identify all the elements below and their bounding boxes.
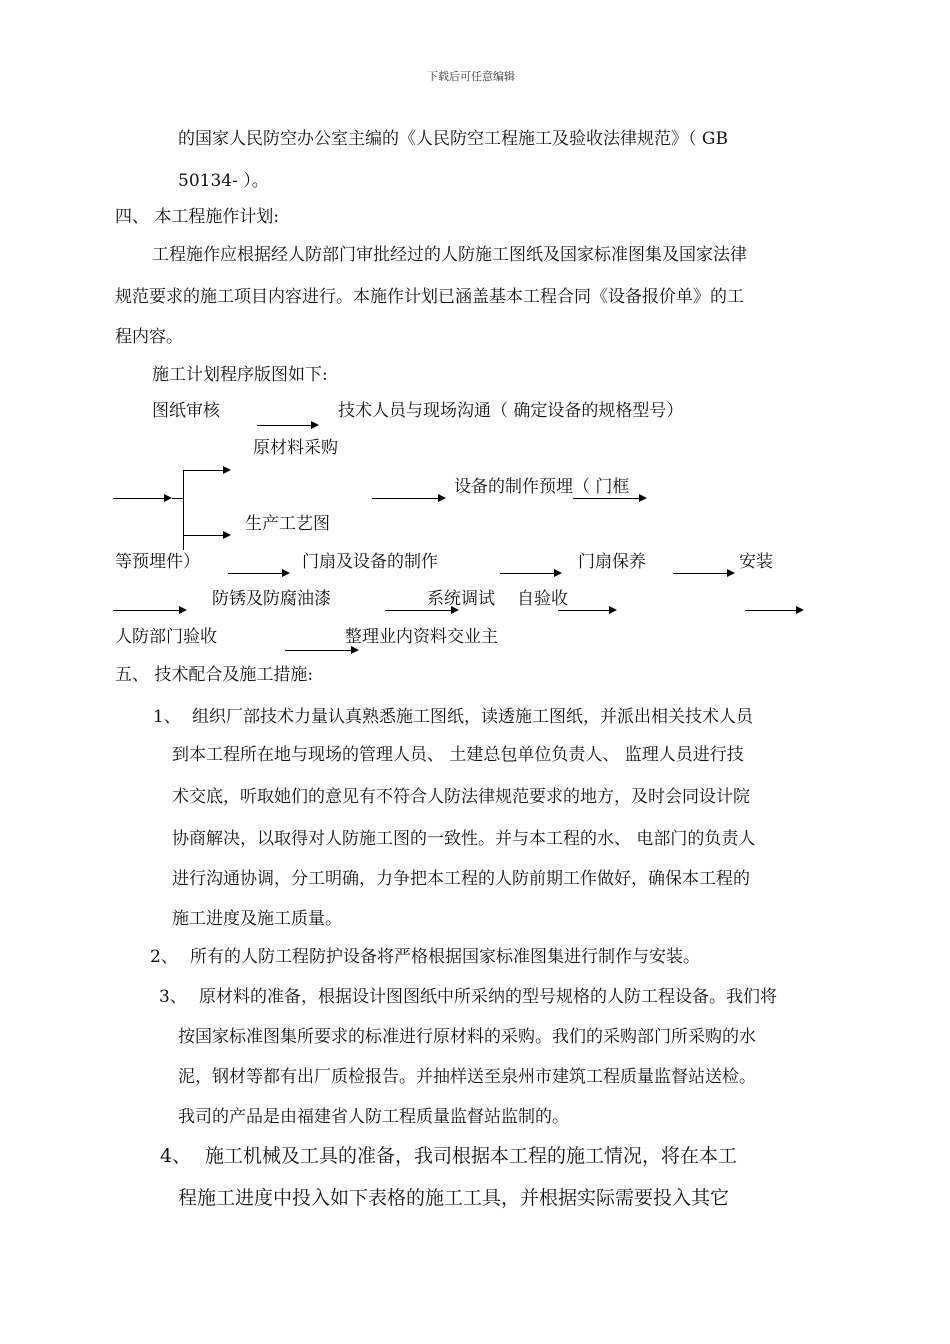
item-1-line-6: 施工进度及施工质量。 xyxy=(172,909,342,929)
flow-arrow xyxy=(184,535,229,536)
flow-node-civil-defense-acceptance: 人防部门验收 xyxy=(115,627,217,647)
flow-arrow xyxy=(500,573,560,574)
item-3-line-3: 泥，钢材等都有出厂质检报告。并抽样送至泉州市建筑工程质量监督站送检。 xyxy=(178,1067,756,1087)
item-4-line-1: 施工机械及工具的准备，我司根据本工程的施工情况，将在本工 xyxy=(205,1145,738,1167)
flow-node-door-fabrication: 门扇及设备的制作 xyxy=(302,552,438,572)
item-1-line-1: 组织厂部技术力量认真熟悉施工图纸，读透施工图纸，并派出相关技术人员 xyxy=(192,707,753,727)
item-1-line-4: 协商解决，以取得对人防施工图的一致性。并与本工程的水、 电部门的负责人 xyxy=(172,829,756,849)
item-4-number: 4、 xyxy=(160,1145,192,1167)
flow-branch-vertical xyxy=(183,470,184,550)
flow-arrow xyxy=(745,610,802,611)
item-3-line-1: 原材料的准备，根据设计图图纸中所采纳的型号规格的人防工程设备。我们将 xyxy=(199,987,777,1007)
flow-node-documentation: 整理业内资料交业主 xyxy=(345,627,498,647)
flow-arrow xyxy=(372,498,444,499)
item-1-line-5: 进行沟通协调，分工明确，力争把本工程的人防前期工作做好，确保本工程的 xyxy=(172,869,750,889)
item-2-number: 2、 xyxy=(150,947,178,967)
flow-node-production-drawing: 生产工艺图 xyxy=(245,514,330,534)
flow-arrow xyxy=(257,425,317,426)
item-3-number: 3、 xyxy=(159,987,187,1007)
flow-node-self-inspection: 自验收 xyxy=(517,589,568,609)
item-2-line-1: 所有的人防工程防护设备将严格根据国家标准图集进行制作与安装。 xyxy=(190,947,700,967)
page-header: 下载后可任意编辑 xyxy=(427,70,515,83)
section-4-para-line-1: 工程施作应根据经人防部门审批经过的人防施工图纸及国家标准图集及国家法律 xyxy=(152,245,747,265)
item-1-line-3: 术交底，听取她们的意见有不符合人防法律规范要求的地方，及时会同设计院 xyxy=(172,787,750,807)
flow-node-system-debug: 系统调试 xyxy=(427,589,495,609)
flow-node-embedded-parts: 等预埋件） xyxy=(115,552,200,572)
flow-arrow xyxy=(228,573,288,574)
item-1-line-2: 到本工程所在地与现场的管理人员、 土建总包单位负责人、 监理人员进行技 xyxy=(172,745,744,765)
flow-node-anticorrosion-paint: 防锈及防腐油漆 xyxy=(212,589,331,609)
item-3-line-2: 按国家标准图集所要求的标准进行原材料的采购。我们的采购部门所采购的水 xyxy=(178,1027,756,1047)
flow-node-equipment-prefab: 设备的制作预埋（ 门框 xyxy=(454,477,630,497)
item-1-number: 1、 xyxy=(153,707,181,727)
flow-arrow xyxy=(673,573,733,574)
intro-line-1: 的国家人民防空办公室主编的《人民防空工程施工及验收法律规范》（ GB xyxy=(178,129,728,149)
section-5-heading: 五、 技术配合及施工措施: xyxy=(115,665,314,685)
intro-line-2: 50134- ）。 xyxy=(178,171,269,191)
flow-node-drawing-review: 图纸审核 xyxy=(152,401,220,421)
flow-node-door-maintenance: 门扇保养 xyxy=(578,552,646,572)
flow-title: 施工计划程序版图如下: xyxy=(152,365,328,385)
flow-node-raw-material: 原材料采购 xyxy=(253,438,338,458)
section-4-para-line-2: 规范要求的施工项目内容进行。本施作计划已涵盖基本工程合同《设备报价单》的工 xyxy=(115,287,744,307)
flow-arrow xyxy=(113,498,170,499)
flow-arrow xyxy=(558,610,615,611)
section-4-para-line-3: 程内容。 xyxy=(115,327,183,347)
flow-arrow xyxy=(285,650,357,651)
section-4-heading: 四、 本工程施作计划: xyxy=(115,207,280,227)
flow-arrow xyxy=(385,610,457,611)
flow-arrow xyxy=(113,610,185,611)
flow-arrow xyxy=(573,498,645,499)
flow-arrow xyxy=(184,470,229,471)
flow-node-tech-communication: 技术人员与现场沟通（ 确定设备的规格型号） xyxy=(338,401,684,421)
item-4-line-2: 程施工进度中投入如下表格的施工工具，并根据实际需要投入其它 xyxy=(178,1187,730,1209)
item-3-line-4: 我司的产品是由福建省人防工程质量监督站监制的。 xyxy=(178,1107,569,1127)
flow-node-installation: 安装 xyxy=(739,552,773,572)
